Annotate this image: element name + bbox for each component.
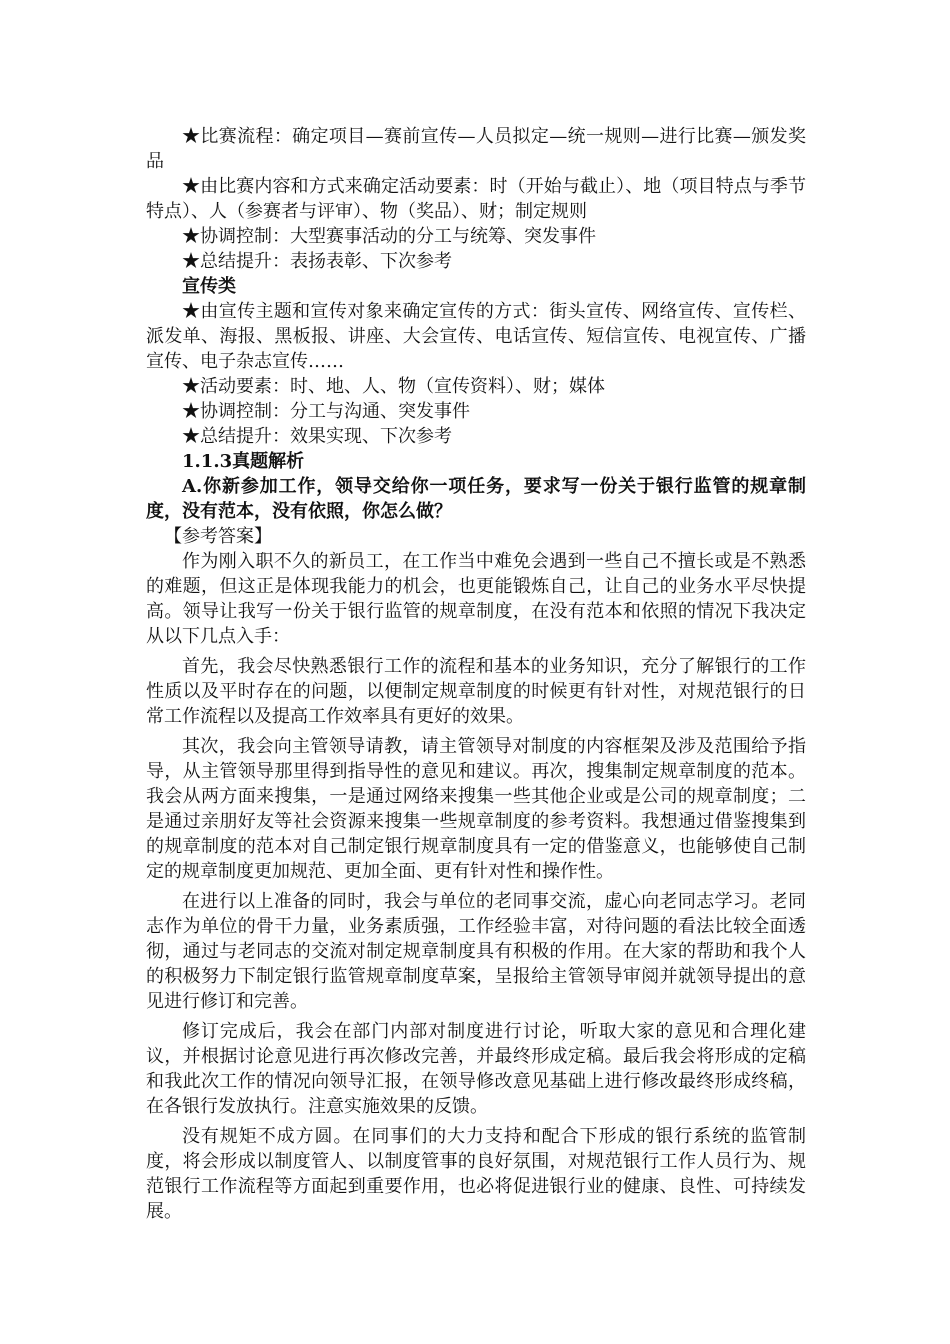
answer-paragraph: 没有规矩不成方圆。在同事们的大力支持和配合下形成的银行系统的监管制度，将会形成以制度管人、以制度管事的良好氛围，对规范银行工作人员行为、规范银行工作流程等方面起到重要作用，也必将促进银行业的健康、良性、可持续发展。 — [146, 1126, 806, 1222]
competition-item: ★协调控制：大型赛事活动的分工与统筹、突发事件 — [182, 226, 596, 247]
publicity-heading: 宣传类 — [182, 276, 236, 297]
answer-paragraph: 作为刚入职不久的新员工，在工作当中难免会遇到一些自己不擅长或是不熟悉的难题，但这正是体现我能力的机会，也更能锻炼自己，让自己的业务水平尽快提高。领导让我写一份关于银行监管的规章制度，在没有范本和依照的情况下我决定从以下几点入手： — [146, 551, 806, 647]
answer-label: 【参考答案】 — [164, 526, 272, 547]
publicity-item: ★由宣传主题和宣传对象来确定宣传的方式：街头宣传、网络宣传、宣传栏、派发单、海报、黑板报、讲座、大会宣传、电话宣传、短信宣传、电视宣传、广播宣传、电子杂志宣传…… — [146, 301, 806, 372]
publicity-item: ★协调控制：分工与沟通、突发事件 — [182, 401, 470, 422]
answer-paragraph: 首先，我会尽快熟悉银行工作的流程和基本的业务知识，充分了解银行的工作性质以及平时存在的问题，以便制定规章制度的时候更有针对性，对规范银行的日常工作流程以及提高工作效率具有更好的效果。 — [146, 656, 806, 727]
question: A.你新参加工作，领导交给你一项任务，要求写一份关于银行监管的规章制度，没有范本，没有依照，你怎么做？ — [146, 476, 806, 522]
competition-item: ★总结提升：表扬表彰、下次参考 — [182, 251, 452, 272]
competition-item: ★比赛流程：确定项目—赛前宣传—人员拟定—统一规则—进行比赛—颁发奖品 — [146, 126, 806, 172]
answer-paragraph: 其次，我会向主管领导请教，请主管领导对制度的内容框架及涉及范围给予指导，从主管领导那里得到指导性的意见和建议。再次，搜集制定规章制度的范本。我会从两方面来搜集，一是通过网络来搜集一些其他企业或是公司的规章制度；二是通过亲朋好友等社会资源来搜集一些规章制度的参考资料。我想通过借鉴搜集到的规章制度的范本对自己制定银行规章制度具有一定的借鉴意义，也能够使自己制定的规章制度更加规范、更加全面、更有针对性和操作性。 — [146, 736, 806, 882]
document-page — [146, 124, 806, 1224]
answer-paragraph: 修订完成后，我会在部门内部对制度进行讨论，听取大家的意见和合理化建议，并根据讨论意见进行再次修改完善，并最终形成定稿。最后我会将形成的定稿和我此次工作的情况向领导汇报，在领导修改意见基础上进行修改最终形成终稿，在各银行发放执行。注意实施效果的反馈。 — [146, 1021, 806, 1117]
publicity-item: ★总结提升：效果实现、下次参考 — [182, 426, 452, 447]
competition-item: ★由比赛内容和方式来确定活动要素：时（开始与截止）、地（项目特点与季节特点）、人（参赛者与评审）、物（奖品）、财；制定规则 — [146, 176, 806, 222]
section-heading: 1.1.3真题解析 — [182, 451, 305, 472]
publicity-item: ★活动要素：时、地、人、物（宣传资料）、财；媒体 — [182, 376, 605, 397]
answer-paragraph: 在进行以上准备的同时，我会与单位的老同事交流，虚心向老同志学习。老同志作为单位的骨干力量，业务素质强，工作经验丰富，对待问题的看法比较全面透彻，通过与老同志的交流对制定规章制度具有积极的作用。在大家的帮助和我个人的积极努力下制定银行监管规章制度草案，呈报给主管领导审阅并就领导提出的意见进行修订和完善。 — [146, 891, 806, 1012]
